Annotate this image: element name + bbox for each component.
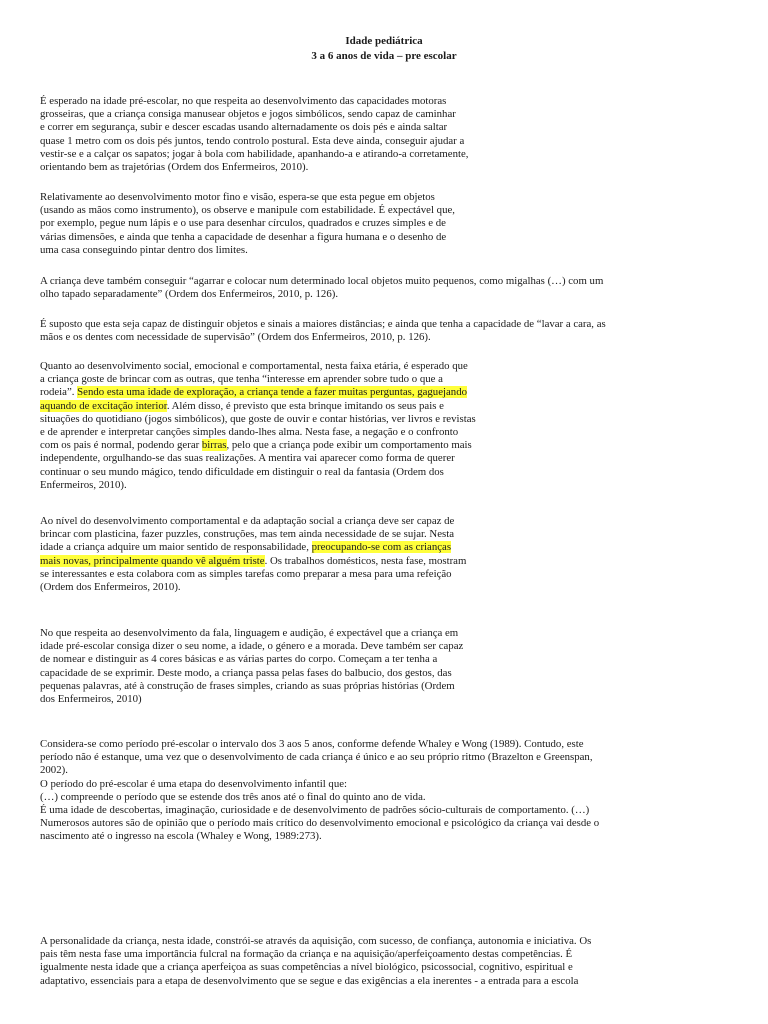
highlighted-text: preocupando-se com as crianças <box>311 541 452 554</box>
text-line <box>40 318 606 331</box>
text-line <box>40 627 463 640</box>
text-line <box>40 479 476 492</box>
text-line <box>40 568 466 581</box>
text-segment: É suposto que esta seja capaz de distinguir objetos e sinais a maiores distâncias; e ainda que tenha a capacidade de “lavar a cara, as <box>40 318 606 330</box>
text-line <box>40 191 455 204</box>
text-segment: várias dimensões, e ainda que tenha a capacidade de desenhar a figura humana e o desenho de <box>40 230 447 243</box>
text-segment: e de aprender e interpretar canções simples dando-lhes alma. Nesta fase, a negação e o confronto <box>40 426 459 439</box>
text-line <box>40 413 476 426</box>
paragraph-preschool-period <box>40 738 599 844</box>
paragraph-motor-gross <box>40 95 468 174</box>
text-segment: idade pré-escolar consiga dizer o seu nome, a idade, o género e a morada. Deve também ser capaz <box>40 640 464 653</box>
text-line <box>40 452 476 465</box>
highlighted-text: birras <box>201 439 227 452</box>
text-line <box>40 439 476 452</box>
document-title: Idade pediátrica <box>345 35 423 47</box>
highlighted-text: Sendo esta uma idade de exploração, a criança tende a fazer muitas perguntas, gaguejando <box>77 386 467 399</box>
text-segment: Considera-se como período pré-escolar o intervalo dos 3 aos 5 anos, conforme defende Whaley e Wong (1989). Contudo, este <box>40 738 584 750</box>
text-segment: igualmente nesta idade que a criança aperfeiçoa as suas competências a nível biológico, psicossocial, cognitivo, espiritual e <box>40 961 573 974</box>
text-line <box>40 331 606 344</box>
paragraph-behaviour <box>40 515 466 594</box>
text-line <box>40 108 468 121</box>
highlighted-text: mais novas, principalmente quando vê alguém triste <box>40 554 265 567</box>
text-line <box>40 400 476 413</box>
document-subtitle: 3 a 6 anos de vida – pre escolar <box>311 50 457 62</box>
text-segment: Ao nível do desenvolvimento comportamental e da adaptação social a criança deve ser capaz de <box>40 515 455 527</box>
text-line <box>40 541 466 554</box>
text-line <box>40 275 603 288</box>
text-line <box>40 217 455 230</box>
text-segment: . Os trabalhos domésticos, nesta fase, mostram <box>264 554 467 567</box>
text-segment: pequenas palavras, até à construção de frases simples, criando as suas próprias histórias (Ordem <box>40 679 455 692</box>
text-segment: de nomear e distinguir as 4 cores básicas e as várias partes do corpo. Começam a ter tenha a <box>40 653 438 666</box>
text-line <box>40 161 468 174</box>
text-line <box>40 640 463 653</box>
text-segment: . Além disso, é previsto que esta brinque imitando os seus pais e <box>166 399 444 412</box>
text-segment: Enfermeiros, 2010). <box>40 478 127 491</box>
text-segment: uma casa conseguindo pintar dentro dos limites. <box>40 243 248 256</box>
text-segment: por exemplo, pegue num lápis e o use para desenhar círculos, quadrados e cruzes simples e de <box>40 217 446 230</box>
text-segment: No que respeita ao desenvolvimento da fala, linguagem e audição, é expectável que a criança em <box>40 627 459 639</box>
text-line <box>40 680 463 693</box>
text-line <box>40 360 476 373</box>
text-line <box>40 288 603 301</box>
text-segment: período não é estanque, uma vez que o desenvolvimento de cada criança é único e ao seu próprio ritmo (Brazelton e Greenspan, <box>40 751 593 764</box>
text-segment: situações do quotidiano (jogos simbólicos), que goste de ouvir e contar histórias, ver livros e revistas <box>40 412 476 425</box>
text-segment: olho tapado separadamente” (Ordem dos Enfermeiros, 2010, p. 126). <box>40 288 339 301</box>
text-segment: É esperado na idade pré-escolar, no que respeita ao desenvolvimento das capacidades motoras <box>40 95 447 107</box>
text-segment: vestir-se e a calçar os sapatos; jogar à bola com habilidade, apanhando-a e atirando-a corretamente, <box>40 147 469 160</box>
text-line <box>40 244 455 257</box>
text-line <box>40 830 599 843</box>
text-segment: e correr em segurança, subir e descer escadas usando alternadamente os dois pés e ainda saltar <box>40 121 448 134</box>
text-line <box>40 231 455 244</box>
text-segment: (Ordem dos Enfermeiros, 2010). <box>40 581 181 594</box>
text-line <box>40 528 466 541</box>
text-segment: nascimento até o ingresso na escola (Whaley e Wong, 1989:273). <box>40 830 322 843</box>
text-line <box>40 386 476 399</box>
text-line <box>40 121 468 134</box>
text-segment: mãos e os dentes com necessidade de supervisão” (Ordem dos Enfermeiros, 2010, p. 126). <box>40 331 431 344</box>
text-line <box>40 738 599 751</box>
text-segment: O período do pré-escolar é uma etapa do desenvolvimento infantil que: <box>40 777 348 790</box>
text-line <box>40 935 591 948</box>
paragraph-small-objects <box>40 275 603 301</box>
text-line <box>40 975 591 988</box>
text-segment: independente, orgulhando-se das suas realizações. A mentira vai aparecer como forma de querer <box>40 452 455 465</box>
text-line <box>40 653 463 666</box>
text-line <box>40 751 599 764</box>
text-line <box>40 667 463 680</box>
text-line <box>40 961 591 974</box>
text-segment: se interessantes e esta colabora com as simples tarefas como preparar a mesa para uma refeição <box>40 567 452 580</box>
text-line <box>40 581 466 594</box>
text-segment: (usando as mãos como instrumento), os observe e manipule com estabilidade. É expectável que, <box>40 204 455 217</box>
text-line <box>40 95 468 108</box>
text-line <box>40 204 455 217</box>
text-line <box>40 791 599 804</box>
text-segment: dos Enfermeiros, 2010) <box>40 693 142 706</box>
text-line <box>40 135 468 148</box>
paragraph-distances <box>40 318 606 344</box>
text-line <box>40 555 466 568</box>
text-segment: brincar com plasticina, fazer puzzles, construções, mas tem ainda necessidade de se sujar. Nesta <box>40 528 455 541</box>
text-line <box>40 817 599 830</box>
highlighted-text: aquando de excitação interior <box>40 399 167 412</box>
text-segment: adaptativo, essenciais para a etapa de desenvolvimento que se segue e das exigências a ela inerentes - a entrada para a escola <box>40 974 579 987</box>
text-segment: É uma idade de descobertas, imaginação, curiosidade e de desenvolvimento de padrões sócio-culturais de comportamento. (…) <box>40 804 590 817</box>
text-segment: Relativamente ao desenvolvimento motor fino e visão, espera-se que esta pegue em objetos <box>40 191 435 203</box>
text-line <box>40 693 463 706</box>
text-line <box>40 778 599 791</box>
paragraph-personality <box>40 935 591 988</box>
text-segment: idade a criança adquire um maior sentido de responsabilidade, <box>40 541 312 554</box>
text-segment: rodeia”. <box>40 386 78 399</box>
text-line <box>40 373 476 386</box>
text-segment: (…) compreende o período que se estende dos três anos até o final do quinto ano de vida. <box>40 790 426 803</box>
text-segment: Quanto ao desenvolvimento social, emocional e comportamental, nesta faixa etária, é esperado que <box>40 360 468 372</box>
text-line <box>40 466 476 479</box>
text-segment: 2002). <box>40 764 68 777</box>
text-segment: quase 1 metro com os dois pés juntos, tendo controlo postural. Esta deve ainda, conseguir ajudar a <box>40 134 465 147</box>
text-segment: a criança goste de brincar com as outras, que tenha “interesse em aprender sobre tudo o que a <box>40 373 443 386</box>
text-segment: continuar o seu mundo mágico, tendo dificuldade em distinguir o real da fantasia (Ordem dos <box>40 465 444 478</box>
paragraph-language <box>40 627 463 706</box>
text-line <box>40 948 591 961</box>
text-segment: A criança deve também conseguir “agarrar e colocar num determinado local objetos muito pequenos, como migalhas (…) com um <box>40 275 604 287</box>
text-segment: A personalidade da criança, nesta idade, constrói-se através da aquisição, com sucesso, de confiança, autonomia e iniciativa. Os <box>40 935 592 947</box>
text-segment: capacidade de se exprimir. Deste modo, a criança passa pelas fases do balbucio, dos gestos, das <box>40 666 452 679</box>
text-line <box>40 426 476 439</box>
text-segment: grosseiras, que a criança consiga manusear objetos e jogos simbólicos, sendo capaz de caminhar <box>40 108 456 121</box>
text-line <box>40 804 599 817</box>
text-line <box>40 764 599 777</box>
text-segment: orientando bem as trajetórias (Ordem dos Enfermeiros, 2010). <box>40 161 309 174</box>
text-segment: Numerosos autores são de opinião que o período mais crítico do desenvolvimento emocional e psicológico da criança vai desde o <box>40 817 600 830</box>
paragraph-motor-fine <box>40 191 455 257</box>
text-line <box>40 515 466 528</box>
text-line <box>40 148 468 161</box>
text-segment: , pelo que a criança pode exibir um comportamento mais <box>226 439 472 452</box>
text-segment: com os pais é normal, podendo gerar <box>40 439 202 452</box>
paragraph-social <box>40 360 476 492</box>
text-segment: pais têm nesta fase uma importância fulcral na formação da criança e na aquisição/aperfeiçoamento destas competências. É <box>40 948 573 961</box>
